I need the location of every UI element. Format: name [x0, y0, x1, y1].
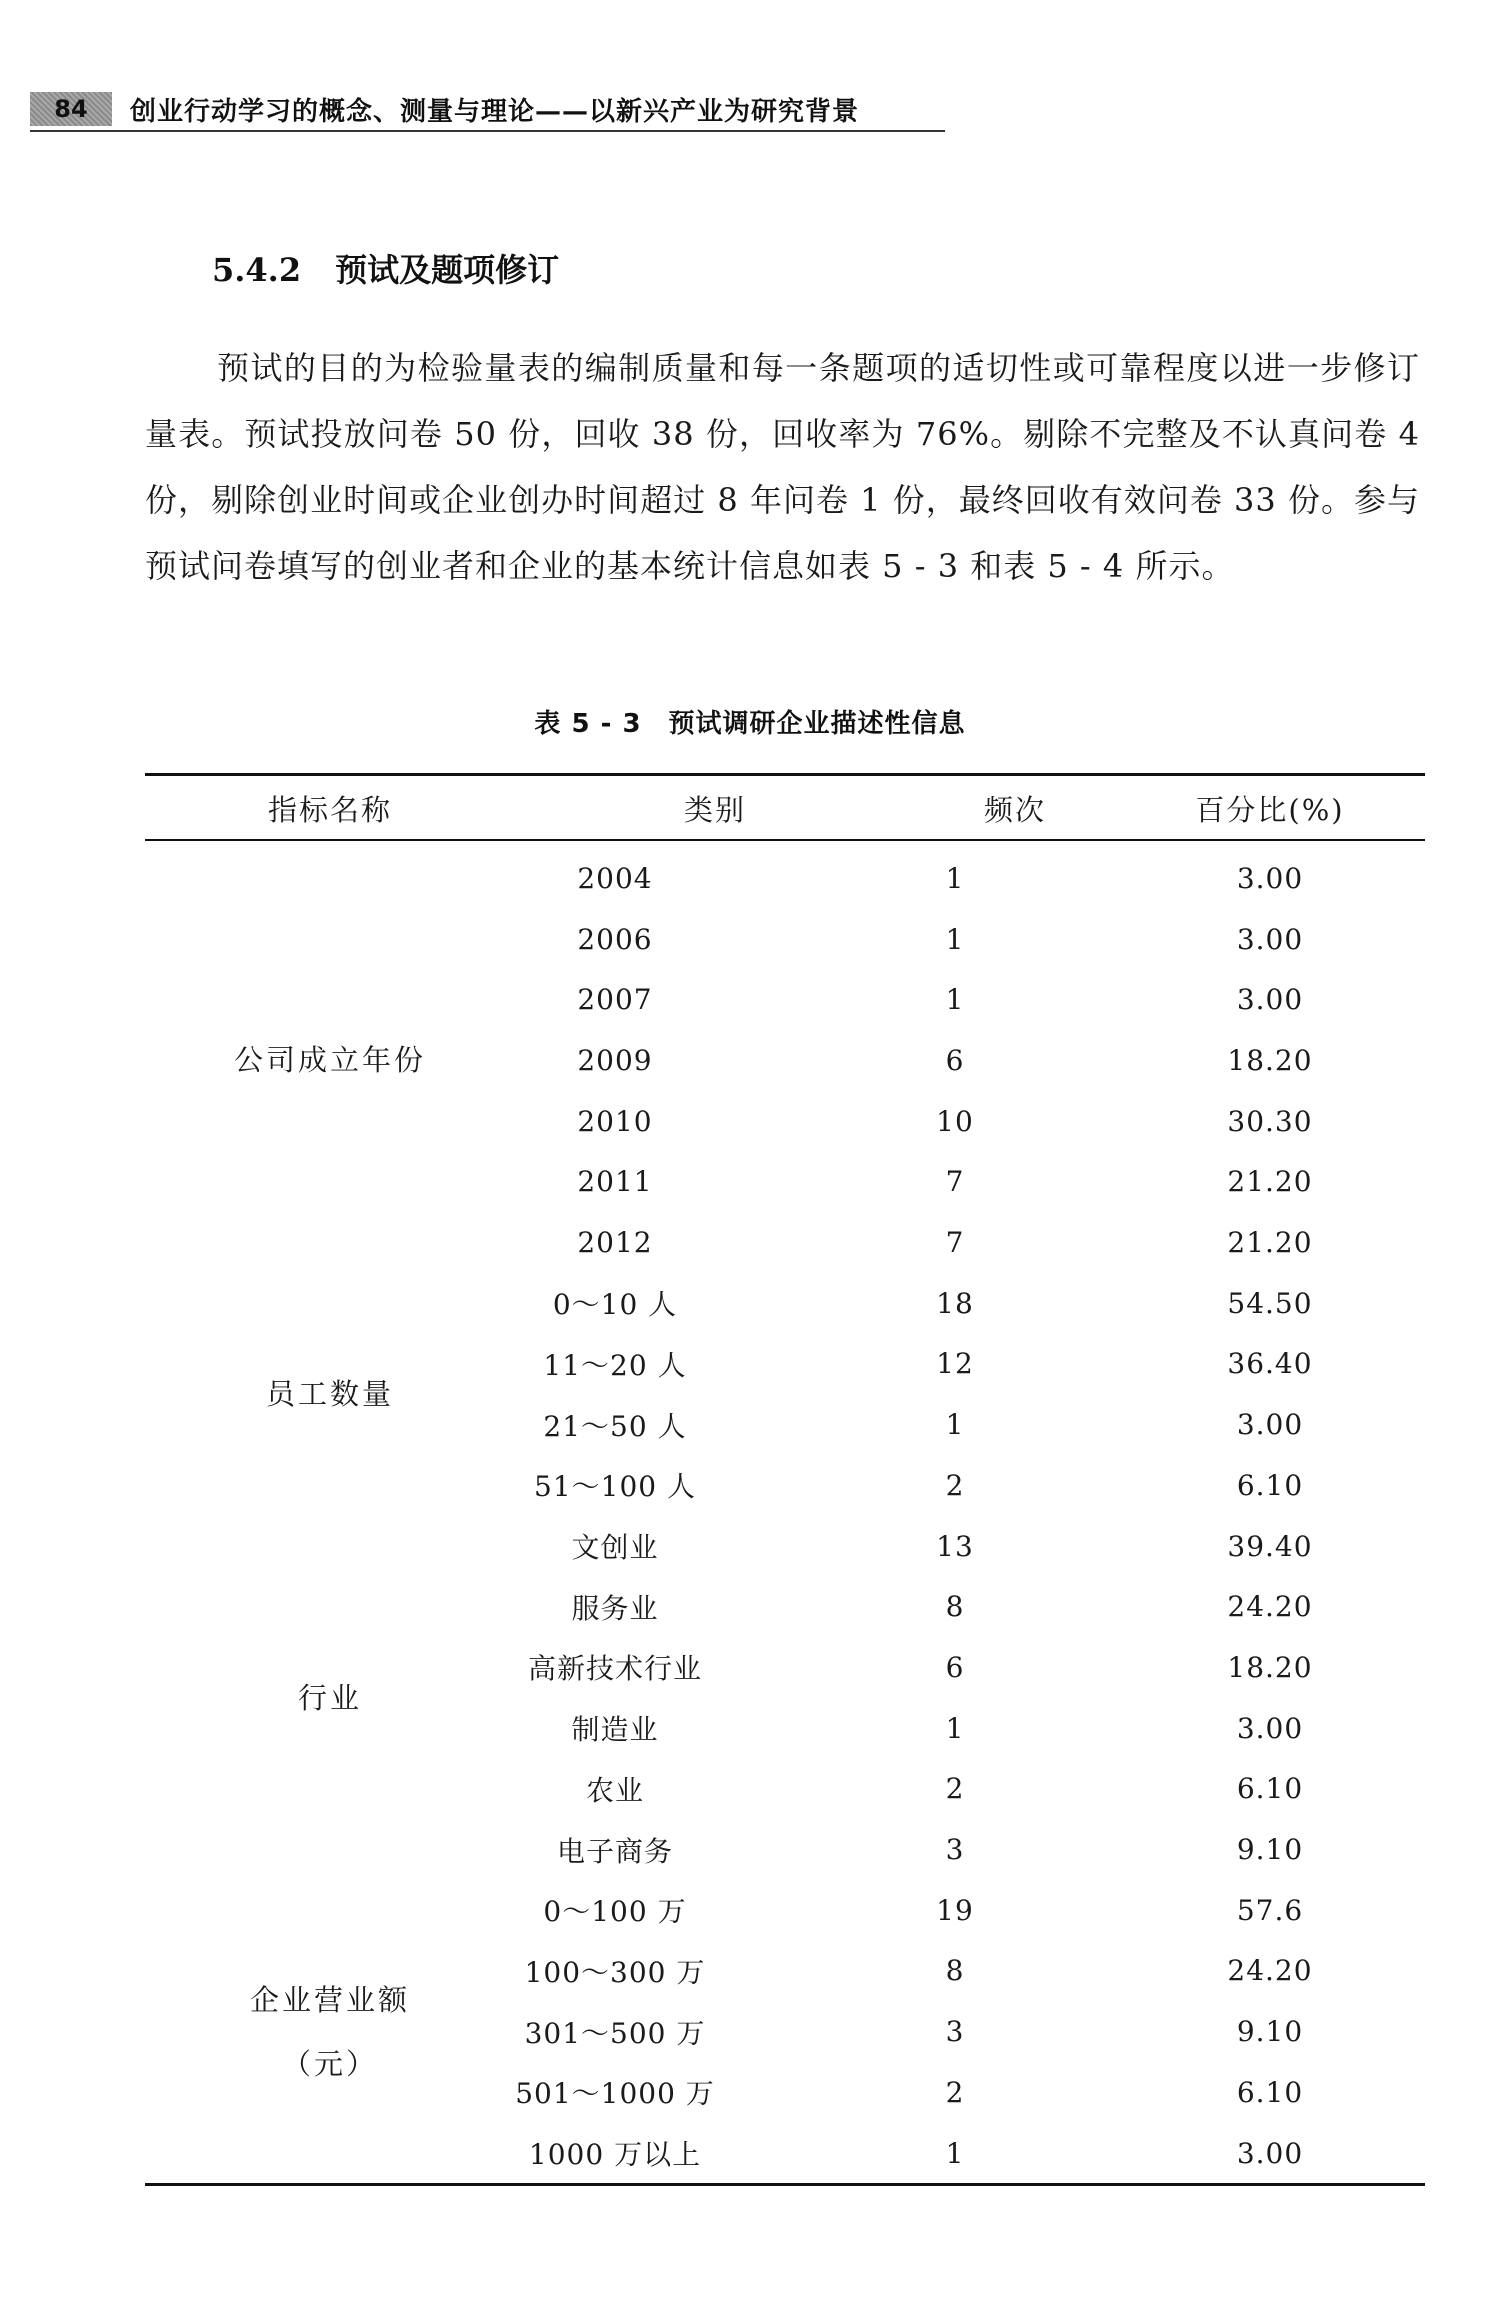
group-label-line: （元） — [281, 2046, 378, 2081]
percent-cell: 24.20 — [1227, 1954, 1313, 1988]
group-label — [185, 848, 475, 1273]
category-cell: 100～300 万 — [524, 1955, 706, 1989]
group-label — [185, 1880, 475, 2184]
percent-cell: 36.40 — [1227, 1347, 1313, 1381]
group-label-line: 企业营业额 — [249, 1982, 410, 2017]
category-cell: 制造业 — [571, 1713, 659, 1747]
percent-cell: 6.10 — [1236, 1468, 1304, 1502]
frequency-cell: 6 — [945, 1043, 965, 1077]
running-title: 创业行动学习的概念、测量与理论——以新兴产业为研究背景 — [130, 96, 860, 127]
percent-cell: 57.6 — [1236, 1893, 1304, 1927]
percent-cell: 3.00 — [1236, 922, 1304, 956]
page-number: 84 — [30, 92, 112, 126]
category-cell: 301～500 万 — [524, 2016, 706, 2050]
header-rule — [30, 130, 945, 132]
category-cell: 农业 — [585, 1773, 644, 1807]
group-label — [185, 1273, 475, 1516]
header-indicator: 指标名称 — [267, 792, 392, 827]
frequency-cell: 1 — [945, 861, 965, 895]
header-category: 类别 — [683, 792, 746, 827]
header-percent: 百分比(%) — [1195, 792, 1345, 827]
category-cell: 2006 — [577, 922, 653, 956]
percent-cell: 6.10 — [1236, 1772, 1304, 1806]
frequency-cell: 7 — [945, 1226, 965, 1260]
group-label-line: 公司成立年份 — [233, 1043, 426, 1078]
frequency-cell: 3 — [945, 2015, 965, 2049]
percent-cell: 21.20 — [1227, 1165, 1313, 1199]
frequency-cell: 1 — [945, 983, 965, 1017]
category-cell: 0～100 万 — [543, 1895, 687, 1929]
percent-cell: 9.10 — [1236, 2015, 1304, 2049]
percent-cell: 6.10 — [1236, 2075, 1304, 2109]
frequency-cell: 1 — [945, 1711, 965, 1745]
body-paragraph: 预试的目的为检验量表的编制质量和每一条题项的适切性或可靠程度以进一步修订量表。预试投放问卷 50 份，回收 38 份，回收率为 76%。剔除不完整及不认真问卷 4 份，剔除创业时间或企业创办时间超过 8 年问卷 1 份，最终回收有效问卷 33 份。参与预试问卷填写的创业者和企业的基本统计信息如表 5 - 3 和表 5 - 4 所示。 — [145, 349, 1420, 585]
category-cell: 服务业 — [571, 1591, 659, 1625]
percent-cell: 18.20 — [1227, 1043, 1313, 1077]
percent-cell: 21.20 — [1227, 1226, 1313, 1260]
section-heading — [212, 245, 559, 291]
category-cell: 2011 — [577, 1165, 653, 1199]
percent-cell: 3.00 — [1236, 983, 1304, 1017]
category-cell: 2007 — [577, 983, 653, 1017]
category-cell: 1000 万以上 — [528, 2138, 702, 2172]
category-cell: 文创业 — [571, 1531, 659, 1565]
category-cell: 电子商务 — [556, 1834, 673, 1868]
category-cell: 51～100 人 — [534, 1470, 696, 1504]
percent-cell: 39.40 — [1227, 1529, 1313, 1563]
category-cell: 11～20 人 — [543, 1348, 687, 1382]
frequency-cell: 18 — [936, 1286, 974, 1320]
percent-cell: 3.00 — [1236, 1408, 1304, 1442]
frequency-cell: 8 — [945, 1954, 965, 1988]
frequency-cell: 12 — [936, 1347, 974, 1381]
frequency-cell: 3 — [945, 1833, 965, 1867]
group-label-line: 员工数量 — [265, 1377, 394, 1412]
percent-cell: 3.00 — [1236, 1711, 1304, 1745]
category-cell: 2010 — [577, 1104, 653, 1138]
percent-cell: 9.10 — [1236, 1833, 1304, 1867]
table-top-rule — [145, 773, 1425, 776]
frequency-cell: 10 — [936, 1104, 974, 1138]
percent-cell: 24.20 — [1227, 1590, 1313, 1624]
frequency-cell: 6 — [945, 1650, 965, 1684]
percent-cell: 30.30 — [1227, 1104, 1313, 1138]
group-label-line: 行业 — [297, 1680, 362, 1715]
frequency-cell: 1 — [945, 2136, 965, 2170]
section-number: 5.4.2 — [212, 251, 302, 289]
frequency-cell: 2 — [945, 1468, 965, 1502]
frequency-cell: 8 — [945, 1590, 965, 1624]
frequency-cell: 1 — [945, 1408, 965, 1442]
category-cell: 0～10 人 — [552, 1288, 678, 1322]
frequency-cell: 7 — [945, 1165, 965, 1199]
running-header — [30, 90, 945, 128]
frequency-cell: 1 — [945, 922, 965, 956]
category-cell: 2012 — [577, 1226, 653, 1260]
category-cell: 高新技术行业 — [527, 1652, 702, 1686]
percent-cell: 3.00 — [1236, 2136, 1304, 2170]
header-frequency: 频次 — [983, 792, 1046, 827]
category-cell: 2004 — [577, 861, 653, 895]
category-cell: 21～50 人 — [543, 1409, 687, 1443]
group-label — [185, 1516, 475, 1880]
table-caption: 表 5 - 3 预试调研企业描述性信息 — [534, 709, 966, 739]
frequency-cell: 19 — [936, 1893, 974, 1927]
frequency-cell: 2 — [945, 2075, 965, 2109]
table-bottom-rule — [145, 2183, 1425, 2186]
percent-cell: 18.20 — [1227, 1650, 1313, 1684]
table-header-rule — [145, 839, 1425, 841]
percent-cell: 54.50 — [1227, 1286, 1313, 1320]
frequency-cell: 13 — [936, 1529, 974, 1563]
percent-cell: 3.00 — [1236, 861, 1304, 895]
frequency-cell: 2 — [945, 1772, 965, 1806]
section-title: 预试及题项修订 — [335, 251, 560, 289]
category-cell: 2009 — [577, 1043, 653, 1077]
category-cell: 501～1000 万 — [515, 2077, 715, 2111]
